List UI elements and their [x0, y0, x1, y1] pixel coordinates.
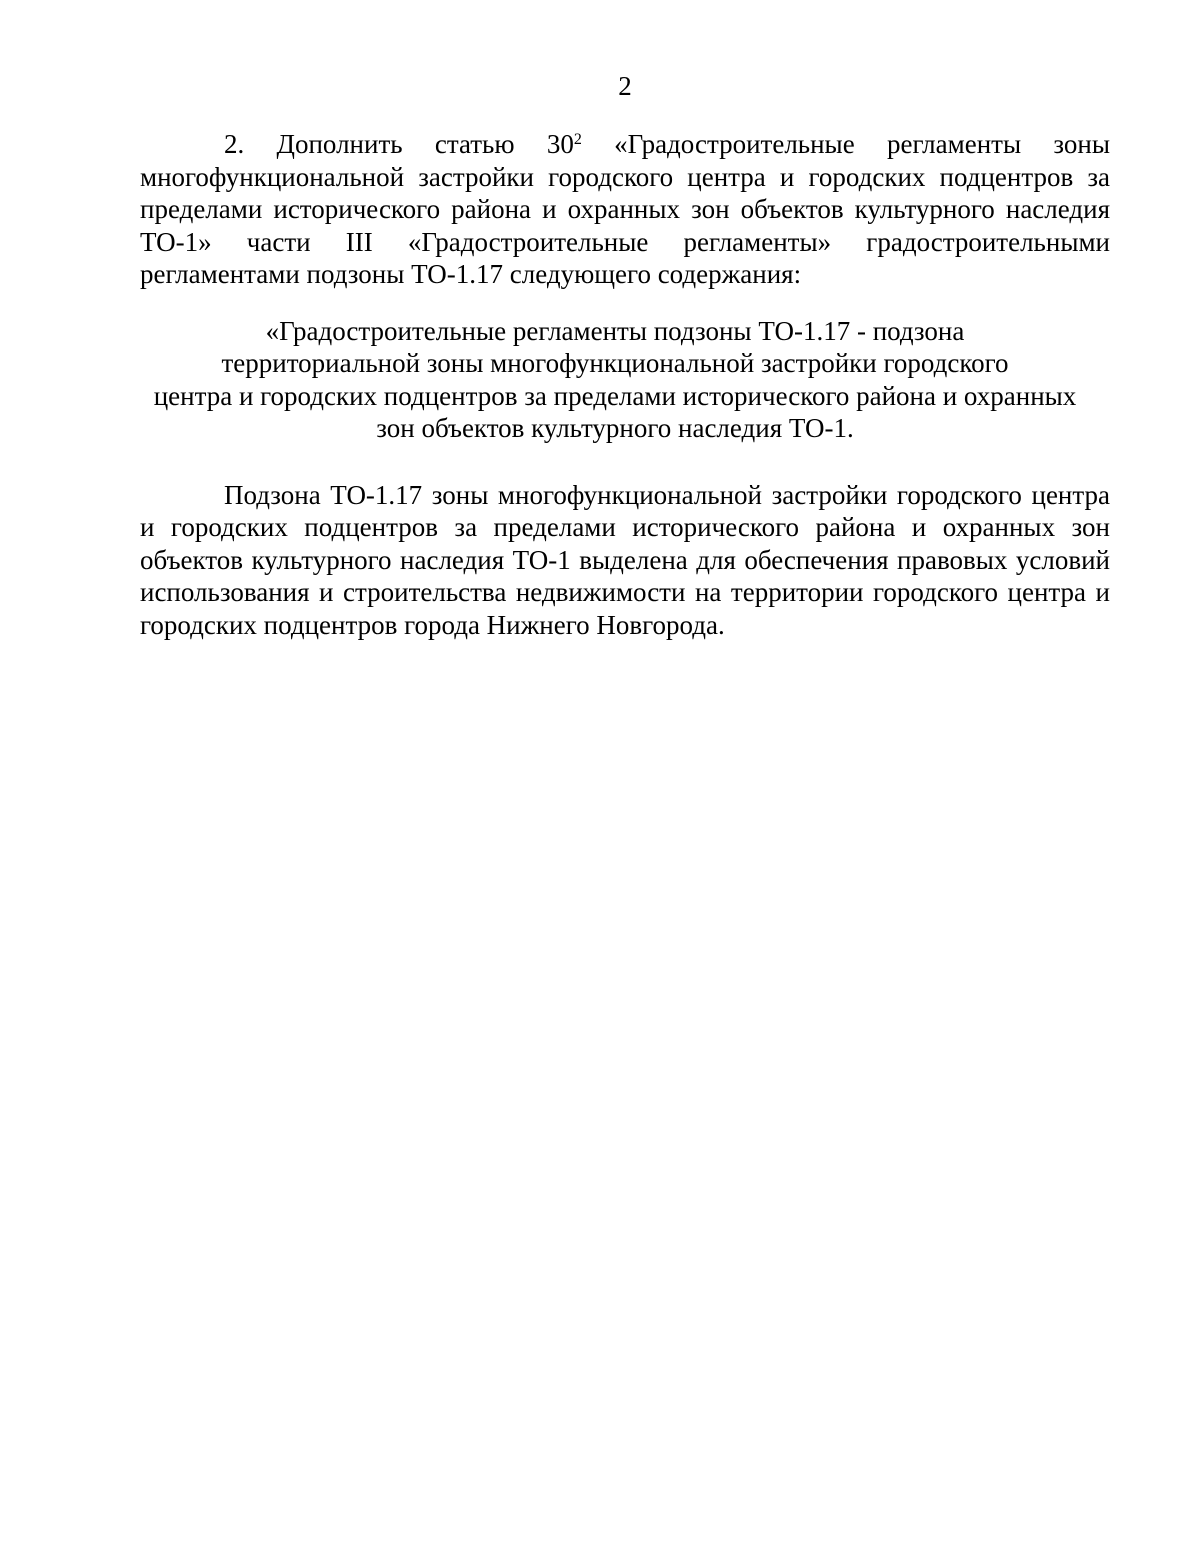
heading-line: зон объектов культурного наследия ТО-1.: [376, 413, 854, 443]
heading-line: центра и городских подцентров за пределами исторического района и охранных: [153, 380, 1077, 411]
article-superscript: 2: [573, 131, 582, 148]
paragraph-amendment-lead: 2. Дополнить статью 30: [224, 129, 574, 159]
paragraph-subzone-description: Подзона ТО-1.17 зоны многофункциональной застройки городского центра и городских подцентров за пределами исторического района и охранных зон объектов культурного наследия ТО-1 выделена для обеспечения правовых условий использования и строительства недвижимости на территории городского центра и городских подцентров города Нижнего Новгорода.: [140, 479, 1110, 640]
document-body: [140, 128, 1110, 641]
paragraph-amendment: [140, 128, 1110, 291]
paragraph-amendment-rest: «Градостроительные регламенты зоны многофункциональной застройки городского центра и городских подцентров за пределами исторического района и охранных зон объектов культурного наследия ТО-1» части III «Градостроительные регламенты» градостроительными регламентами подзоны ТО-1.17 следующего содержания:: [140, 129, 1110, 289]
page-number: 2: [618, 71, 632, 101]
heading-line: «Градостроительные регламенты подзоны ТО-1.17 - подзона: [265, 315, 965, 346]
subzone-heading: [140, 315, 1110, 445]
heading-line: территориальной зоны многофункциональной застройки городского: [221, 348, 1009, 378]
